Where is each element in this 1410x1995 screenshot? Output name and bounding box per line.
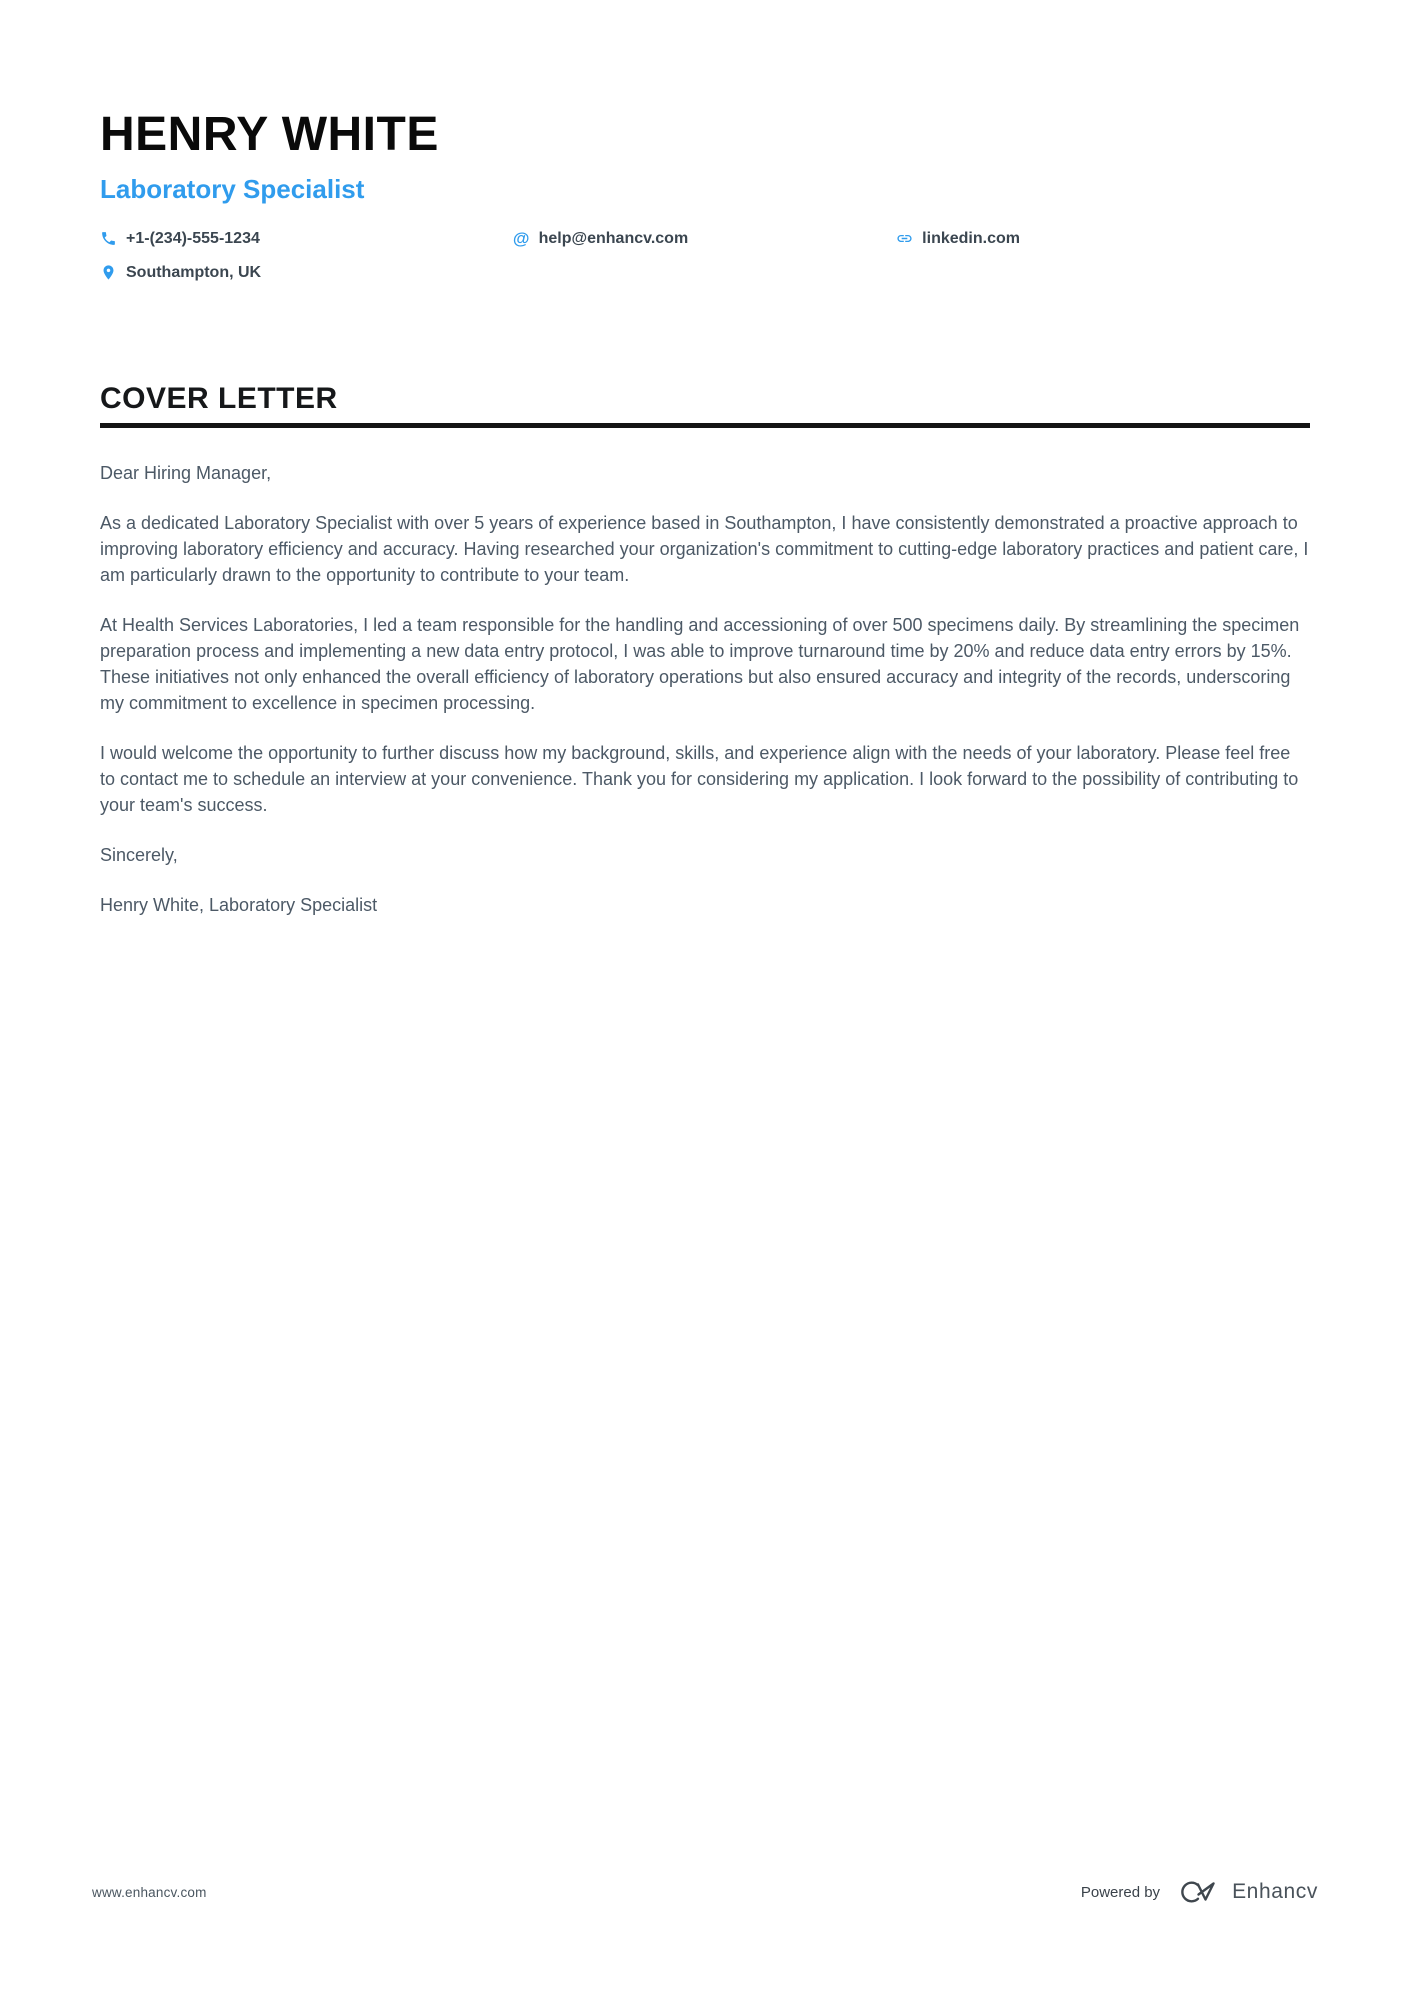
footer-website-link[interactable]: www.enhancv.com [92,1884,207,1900]
phone-icon [100,230,117,247]
closing: Sincerely, [100,844,178,865]
contact-linkedin-text: linkedin.com [922,229,1020,247]
page-footer [92,1878,1318,1906]
contact-email[interactable] [513,230,897,248]
contact-location-text: Southampton, UK [126,263,262,281]
powered-by-label: Powered by [1080,1883,1161,1901]
contact-linkedin[interactable] [896,230,1310,248]
section-header [100,381,1310,428]
signature: Henry White, Laboratory Specialist [100,894,378,915]
section-title: COVER LETTER [100,381,338,415]
link-icon [896,230,913,247]
location-pin-icon [100,264,117,281]
job-title: Laboratory Specialist [100,174,365,205]
page-content [100,0,1310,918]
letter-body [100,460,1310,918]
contact-email-text: help@enhancv.com [538,229,689,247]
letter-paragraph: At Health Services Laboratories, I led a team responsible for the handling and accessioning of over 500 specimens daily. By streamlining the specimen preparation process and implementing a new data entry protocol, I was able to improve turnaround time by 20% and reduce data entry errors by 15%. These initiatives not only enhanced the overall efficiency of laboratory operations but also ensured accuracy and integrity of the records, underscoring my commitment to excellence in specimen processing. [100,614,1300,713]
enhancv-logo-icon [1174,1878,1218,1906]
at-icon: @ [512,229,530,249]
letter-paragraph: As a dedicated Laboratory Specialist with over 5 years of experience based in Southampton, I have consistently demonstrated a proactive approach to improving laboratory efficiency and accuracy. Having researched your organization's commitment to cutting-edge laboratory practices and patient care, I am particularly drawn to the opportunity to contribute to your team. [100,512,1309,585]
contact-phone [100,230,513,248]
letter-paragraph: I would welcome the opportunity to further discuss how my background, skills, and experience align with the needs of your laboratory. Please feel free to contact me to schedule an interview at your convenience. Thank you for considering my application. I look forward to the possibility of contributing to your team's success. [100,742,1299,815]
header [100,110,1310,282]
person-name: HENRY WHITE [100,108,439,161]
contact-info [100,230,1310,282]
enhancv-wordmark: Enhancv [1232,1880,1318,1903]
contact-phone-text: +1-(234)-555-1234 [126,229,260,247]
contact-location [100,264,513,282]
footer-brand[interactable] [1081,1878,1318,1906]
salutation: Dear Hiring Manager, [100,462,272,483]
